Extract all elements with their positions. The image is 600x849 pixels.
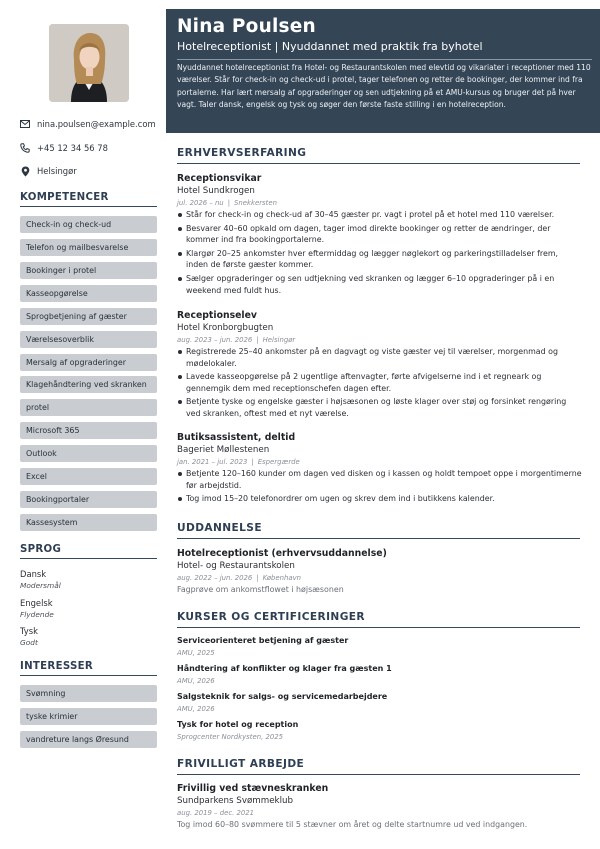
interest-tag: vandreture langs Øresund xyxy=(20,731,157,748)
header-divider xyxy=(177,59,592,60)
skill-tag: Excel xyxy=(20,468,157,485)
languages-heading: SPROG xyxy=(20,544,157,559)
job-bullet: Tog imod 15–20 telefonordrer om ugen og skrev dem ind i butikkens kalender. xyxy=(177,493,582,505)
job-employer: Hotel Kronborgbugten xyxy=(177,323,274,333)
phone-icon xyxy=(20,143,30,153)
language-level: Flydende xyxy=(20,610,54,619)
course-meta: AMU, 2025 xyxy=(177,649,215,657)
header-banner xyxy=(166,9,600,133)
job-bullet: Betjente 120–160 kunder om dagen ved disken og i kassen og holdt tempoet oppe i morgentimerne før arbejdstid. xyxy=(177,468,582,491)
job-meta: aug. 2023 – jun. 2026 | Helsingør xyxy=(177,336,296,344)
skill-tag: Bookingportaler xyxy=(20,491,157,508)
language-level: Modersmål xyxy=(20,581,61,590)
skill-tag: protel xyxy=(20,399,157,416)
interests-heading: INTERESSER xyxy=(20,661,157,676)
job-meta: jul. 2026 – nu | Snekkersten xyxy=(177,199,277,207)
language-level: Godt xyxy=(20,638,38,647)
skills-heading: KOMPETENCER xyxy=(20,192,157,207)
job-bullet: Besvarer 40–60 opkald om dagen, tager imod direkte bookinger og retter de ændringer, der kommer ind fra bookingportalerne. xyxy=(177,223,582,246)
courses-heading: KURSER OG CERTIFICERINGER xyxy=(177,611,580,628)
skill-tag: Kassesystem xyxy=(20,514,157,531)
profile-photo xyxy=(49,24,129,102)
job-place: Helsingør xyxy=(262,336,296,344)
skill-tag: Kasseopgørelse xyxy=(20,285,157,302)
profile-summary: Nyuddannet hotelreceptionist fra Hotel- og Restaurantskolen med elevtid og vikariater i receptioner med 110 værelser. Står for check-in og check-ud i protel, tager telefonen og retter de bookinger, der kommer ind fra portalerne. Har lært mersalg af opgraderinger og sen udtjekning på et AMU-kursus og bruger det på hver vagt. Taler dansk, engelsk og tysk og søger den første faste stilling i en hotelreception. xyxy=(177,63,591,110)
course-title: Håndtering af konflikter og klager fra gæsten 1 xyxy=(177,664,392,673)
candidate-title: Hotelreceptionist | Nyuddannet med praktik fra byhotel xyxy=(177,40,483,53)
contact-email-text: nina.poulsen@example.com xyxy=(37,119,156,129)
contact-phone-text: +45 12 34 56 78 xyxy=(37,143,108,153)
education-degree: Hotelreceptionist (erhvervsuddannelse) xyxy=(177,548,387,559)
job-employer: Bageriet Møllestenen xyxy=(177,445,270,455)
skill-tag: Mersalg af opgraderinger xyxy=(20,354,157,371)
skill-tag: Sprogbetjening af gæster xyxy=(20,308,157,325)
job-bullet: Lavede kasseopgørelse på 2 ugentlige aftenvagter, førte afvigelserne ind i et regneark og gennemgik dem med receptionschefen dagen efter. xyxy=(177,371,582,394)
job-bullet: Står for check-in og check-ud af 30–45 gæster pr. vagt i protel på et hotel med 110 værelser. xyxy=(177,209,582,221)
language-name: Dansk xyxy=(20,569,47,579)
job-employer: Hotel Sundkrogen xyxy=(177,186,255,196)
experience-heading: ERHVERVSERFARING xyxy=(177,147,580,164)
location-pin-icon xyxy=(20,166,30,176)
course-meta: Sprogcenter Nordkysten, 2025 xyxy=(177,733,283,741)
contact-email[interactable] xyxy=(20,119,156,129)
language-name: Engelsk xyxy=(20,598,53,608)
education-school: Hotel- og Restaurantskolen xyxy=(177,561,295,571)
skill-tag: Bookinger i protel xyxy=(20,262,157,279)
course-meta: AMU, 2026 xyxy=(177,677,215,685)
interest-tag: Svømning xyxy=(20,685,157,702)
skill-tag: Klagehåndtering ved skranken xyxy=(20,376,157,393)
job-bullet: Betjente tyske og engelske gæster i højsæsonen og løste klager over støj og forsinket rengøring ved skranken, oftest med et nyt værelse. xyxy=(177,396,582,419)
course-title: Serviceorienteret betjening af gæster xyxy=(177,636,349,645)
education-place: København xyxy=(262,574,302,582)
interest-tag: tyske krimier xyxy=(20,708,157,725)
course-title: Tysk for hotel og reception xyxy=(177,720,299,729)
contact-phone[interactable] xyxy=(20,143,108,153)
mail-icon xyxy=(20,119,30,129)
education-heading: UDDANNELSE xyxy=(177,522,580,539)
job-dates: aug. 2023 – jun. 2026 xyxy=(177,336,253,344)
skill-tag: Check-in og check-ud xyxy=(20,216,157,233)
contact-city xyxy=(20,166,77,176)
job-place: Snekkersten xyxy=(234,199,277,207)
job-meta: jan. 2021 – jul. 2023 | Espergærde xyxy=(177,458,300,466)
volunteer-heading: FRIVILLIGT ARBEJDE xyxy=(177,758,580,775)
skill-tag: Værelsesoverblik xyxy=(20,331,157,348)
job-bullets xyxy=(177,209,582,298)
education-note: Fagprøve om ankomstflowet i højsæsonen xyxy=(177,585,344,594)
job-title: Receptionselev xyxy=(177,310,257,321)
job-dates: jan. 2021 – jul. 2023 xyxy=(177,458,248,466)
job-bullets xyxy=(177,346,582,422)
volunteer-note: Tog imod 60–80 svømmere til 5 stævner om året og delte startnumre ud ved indgangen. xyxy=(177,820,528,829)
education-dates: aug. 2022 – jun. 2026 xyxy=(177,574,253,582)
course-title: Salgsteknik for salgs- og servicemedarbejdere xyxy=(177,692,388,701)
job-bullet: Klargør 20–25 ankomster hver eftermiddag og lægger nøglekort og parkeringstilladelser frem, inden de første gæster kommer. xyxy=(177,248,582,271)
skill-tag: Telefon og mailbesvarelse xyxy=(20,239,157,256)
job-place: Espergærde xyxy=(257,458,300,466)
contact-city-text: Helsingør xyxy=(37,166,77,176)
job-bullet: Sælger opgraderinger og sen udtjekning ved skranken og lægger 6–10 opgraderinger på i en weekend med fuldt hus. xyxy=(177,273,582,296)
volunteer-title: Frivillig ved stævneskranken xyxy=(177,783,329,794)
job-dates: jul. 2026 – nu xyxy=(177,199,224,207)
volunteer-org: Sundparkens Svømmeklub xyxy=(177,796,294,806)
sidebar xyxy=(0,0,166,849)
job-title: Receptionsvikar xyxy=(177,173,262,184)
skill-tag: Outlook xyxy=(20,445,157,462)
education-meta: aug. 2022 – jun. 2026 | København xyxy=(177,574,302,582)
candidate-name: Nina Poulsen xyxy=(177,16,316,37)
volunteer-dates: aug. 2019 – dec. 2021 xyxy=(177,809,255,817)
course-meta: AMU, 2026 xyxy=(177,705,215,713)
skill-tag: Microsoft 365 xyxy=(20,422,157,439)
job-title: Butiksassistent, deltid xyxy=(177,432,296,443)
job-bullets xyxy=(177,468,582,507)
profile-photo-illustration xyxy=(49,24,129,102)
job-bullet: Registrerede 25–40 ankomster på en dagvagt og viste gæster vej til værelser, morgenmad og mødelokaler. xyxy=(177,346,582,369)
language-name: Tysk xyxy=(20,626,38,636)
